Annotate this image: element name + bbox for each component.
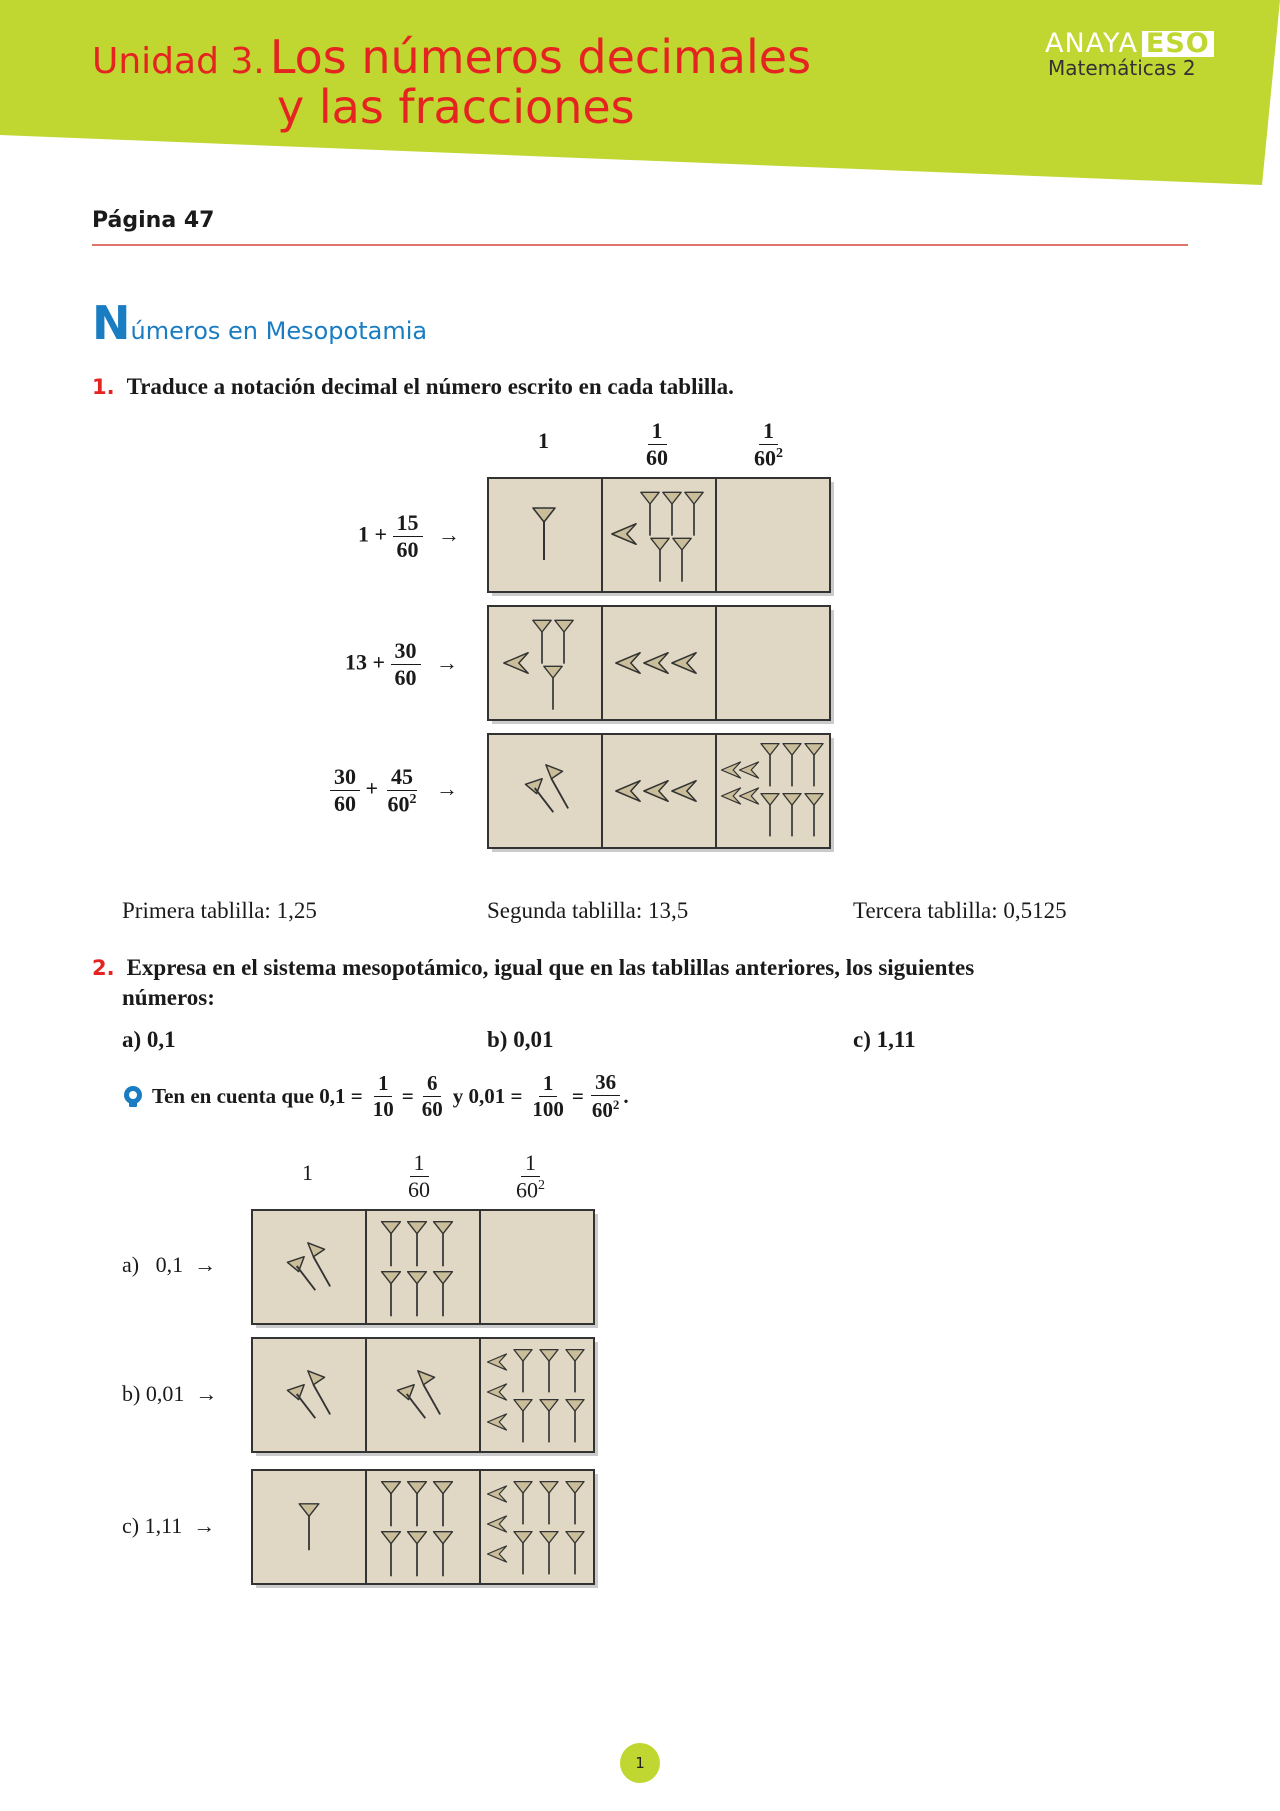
frac-den: 60 [646, 445, 668, 470]
publisher-logo [1045, 28, 1214, 59]
question-2 [92, 955, 974, 981]
tablets-q2 [244, 1202, 604, 1602]
frac-den: 60 [394, 665, 417, 690]
q2-col-header-units: 1 [302, 1160, 313, 1185]
frac-num: 36 [591, 1072, 620, 1096]
answer-2: Segunda tablilla: 13,5 [487, 898, 689, 923]
answer-3: Tercera tablilla: 0,5125 [853, 898, 1067, 923]
frac-exp: 2 [612, 1097, 620, 1112]
subject-label: Matemáticas 2 [1048, 56, 1196, 80]
q2-row-label-c: c) 1,11 → [122, 1513, 216, 1538]
unit-title-line1 [92, 30, 811, 84]
frac-exp: 2 [538, 1178, 545, 1193]
tablet-row-3 [488, 734, 834, 852]
row-label-1 [358, 512, 460, 561]
unit-title-line2: y las fracciones [277, 80, 635, 134]
frac-num: 30 [391, 640, 421, 665]
tablet-row-1 [488, 478, 834, 596]
question-text: Expresa en el sistema mesopotámico, igual que en las tablillas anteriores, los siguientes [126, 955, 975, 980]
brand-suffix: ESO [1142, 31, 1214, 57]
frac-num: 1 [539, 1073, 558, 1097]
tablet-row-c [252, 1470, 598, 1588]
q2-row-label-b: b) 0,01 → [122, 1381, 218, 1406]
frac-den: 60 [754, 445, 776, 471]
brand-name: ANAYA [1045, 28, 1138, 59]
row-label-2 [345, 640, 458, 689]
tablet-row-2 [488, 606, 834, 724]
frac-exp: 2 [776, 446, 783, 461]
hint [122, 1072, 629, 1121]
q2-col-header-sixtieths [404, 1152, 434, 1201]
lightbulb-icon [122, 1085, 144, 1109]
frac-num: 1 [648, 420, 667, 445]
option-b: b) 0,01 [487, 1027, 554, 1052]
tablets-q1 [480, 470, 840, 860]
frac-den: 60 [408, 1177, 430, 1202]
unit-title: Los números decimales [269, 30, 812, 84]
frac-den: 60 [591, 1098, 613, 1122]
frac-num: 1 [374, 1073, 393, 1097]
q2-col-header-3600ths [512, 1152, 549, 1201]
page-label: Página 47 [92, 208, 215, 233]
question-number: 2. [92, 956, 115, 980]
frac-den: 60 [421, 1097, 443, 1121]
option-a: a) 0,1 [122, 1027, 176, 1052]
hint-mid: y 0,01 = [452, 1084, 523, 1108]
frac-num: 1 [521, 1152, 540, 1177]
col-header-sixtieths [642, 420, 672, 469]
frac-num: 1 [410, 1152, 429, 1177]
frac-exp: 2 [409, 792, 417, 807]
equals: = [571, 1084, 584, 1108]
section-divider [92, 244, 1188, 246]
arrow: → [436, 649, 459, 675]
frac-den: 100 [532, 1097, 564, 1121]
frac-num: 6 [423, 1073, 442, 1097]
frac-den: 60 [387, 791, 410, 817]
page-number: 1 [620, 1743, 660, 1783]
question-text-cont: números: [122, 985, 215, 1010]
row-label-3 [330, 766, 458, 815]
equals: = [401, 1084, 414, 1108]
frac-num: 1 [759, 420, 778, 445]
question-number: 1. [92, 375, 115, 399]
col-header-3600ths [750, 420, 787, 469]
frac-num: 15 [393, 512, 423, 537]
question-text: Traduce a notación decimal el número escrito en cada tablilla. [126, 374, 734, 399]
option-c: c) 1,11 [853, 1027, 916, 1052]
hint-end: . [623, 1084, 629, 1108]
arrow: → [438, 521, 461, 547]
tablet-row-b [252, 1338, 598, 1456]
frac-den: 60 [396, 537, 419, 562]
plus-sign: + [365, 775, 379, 801]
frac-den: 60 [516, 1177, 538, 1203]
hint-lead: Ten en cuenta que 0,1 = [152, 1084, 363, 1108]
unit-label: Unidad 3. [92, 41, 265, 82]
section-title [92, 296, 427, 350]
section-initial: N [92, 296, 131, 350]
frac-num: 45 [387, 766, 417, 791]
section-title-rest: úmeros en Mesopotamia [130, 317, 428, 345]
frac-den: 10 [372, 1097, 394, 1121]
frac-den: 60 [334, 791, 356, 817]
row-whole: 1 + [358, 521, 388, 547]
row-whole: 13 + [345, 649, 386, 675]
answer-1: Primera tablilla: 1,25 [122, 898, 317, 923]
frac-num: 30 [330, 766, 360, 791]
tablet-row-a [252, 1210, 598, 1328]
col-header-units: 1 [538, 428, 549, 453]
question-1 [92, 374, 734, 400]
q2-row-label-a: a) 0,1 → [122, 1252, 217, 1277]
arrow: → [436, 775, 459, 801]
